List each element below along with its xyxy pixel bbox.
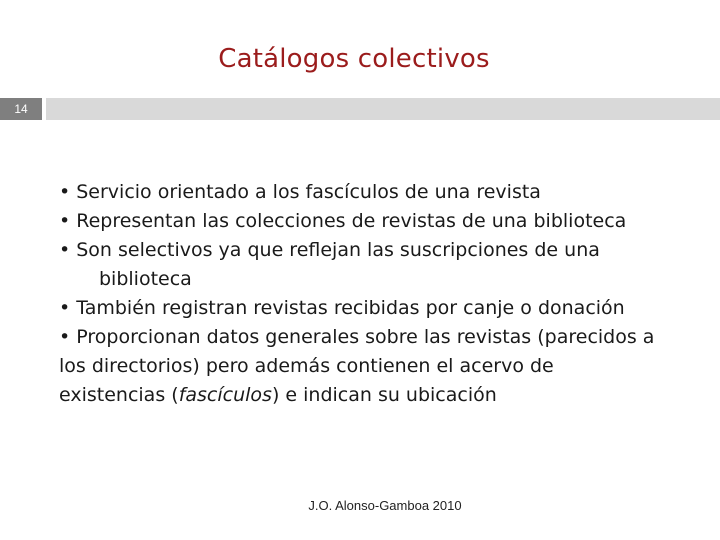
slide-body (59, 178, 679, 410)
text-segment: ) e indican su ubicación (271, 384, 497, 406)
slide-number: 14 (0, 98, 42, 120)
header-bar (46, 98, 720, 120)
bullet-line: • Proporcionan datos generales sobre las revistas (parecidos a (59, 326, 655, 348)
footer-credit: J.O. Alonso-Gamboa 2010 (308, 498, 462, 513)
bullet-continuation: biblioteca (99, 268, 192, 290)
bullet-continuation: los directorios) pero además contienen el acervo de (59, 355, 554, 377)
bullet-line: • También registran revistas recibidas por canje o donación (59, 297, 625, 319)
bullet-line: • Servicio orientado a los fascículos de una revista (59, 181, 541, 203)
bullet-continuation (59, 381, 679, 410)
bullet-line: • Representan las colecciones de revistas de una biblioteca (59, 210, 627, 232)
text-segment: existencias ( (59, 384, 179, 406)
bullet-line: • Son selectivos ya que reflejan las suscripciones de una (59, 239, 600, 261)
italic-term: fascículos (178, 384, 272, 406)
slide-title: Catálogos colectivos (218, 44, 490, 74)
